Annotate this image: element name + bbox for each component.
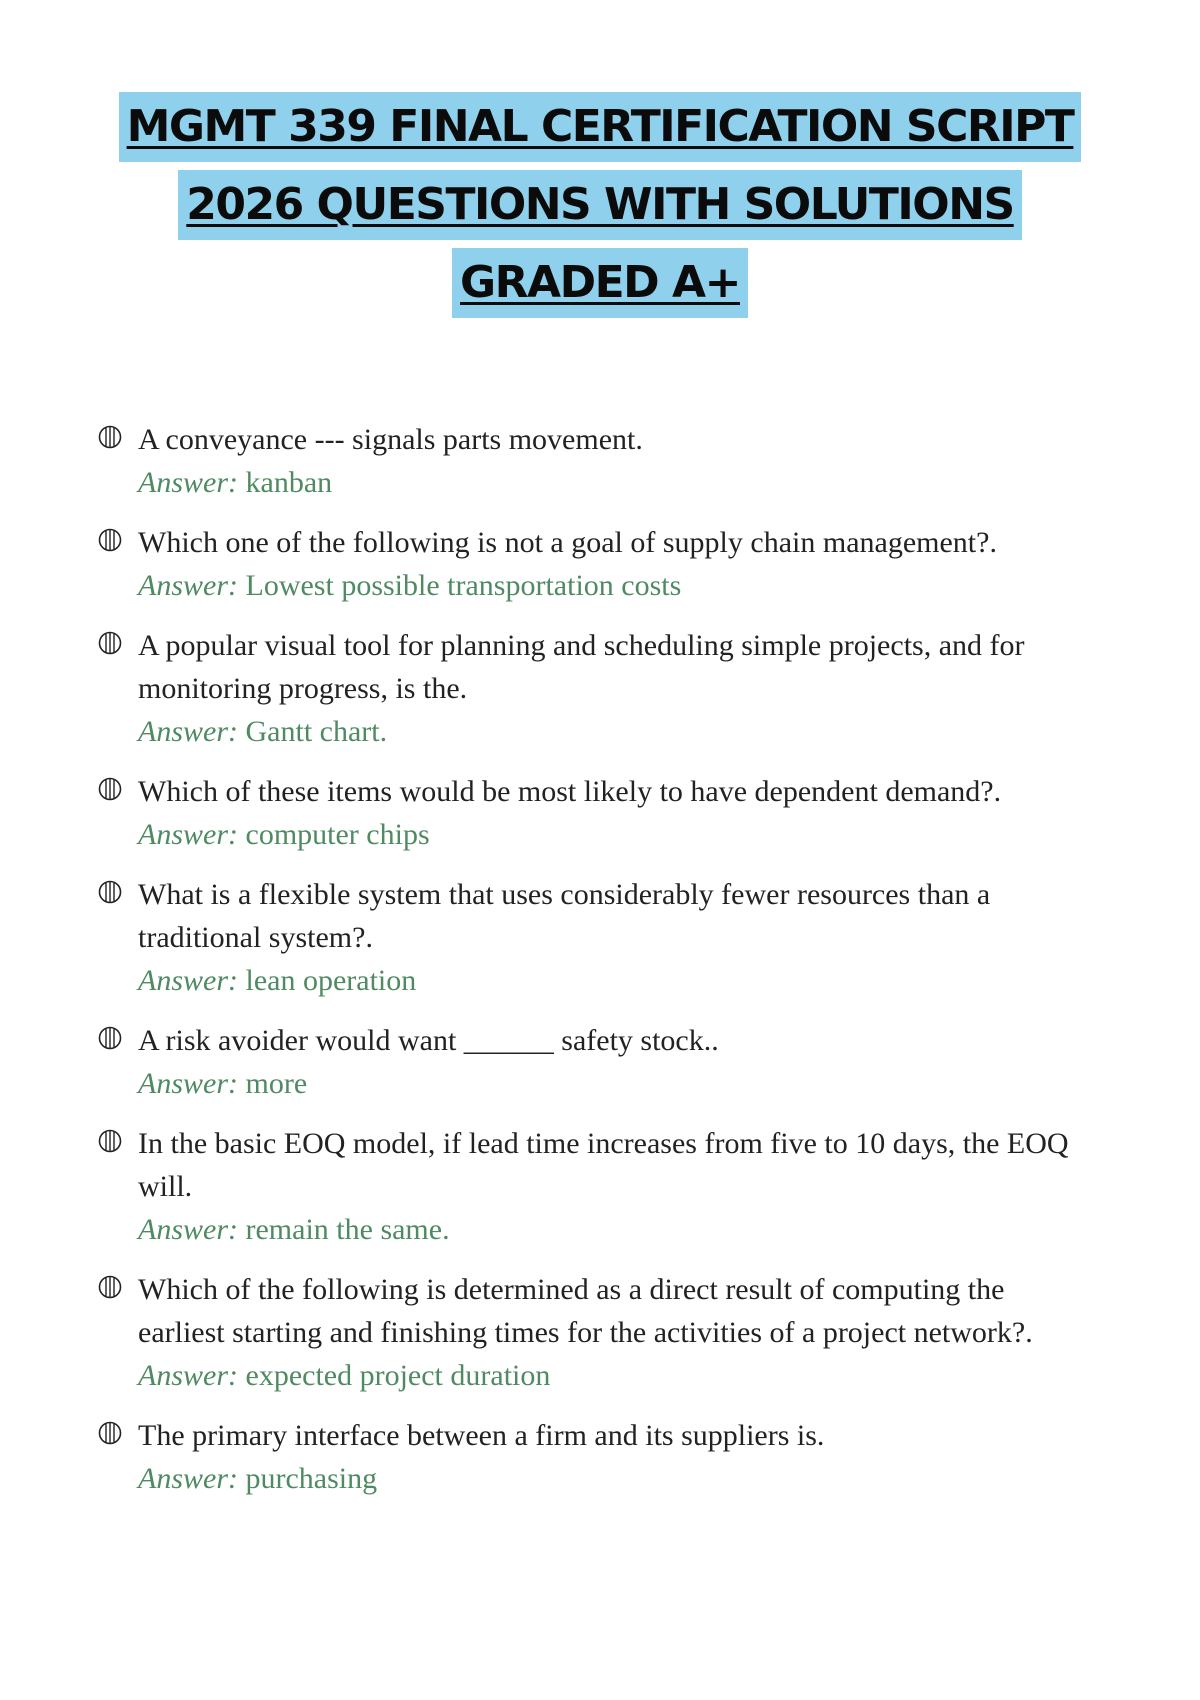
question-text: Which of these items would be most likely to have dependent demand?. <box>138 775 1002 808</box>
question-text: A popular visual tool for planning and scheduling simple projects, and for monitoring progress, is the. <box>138 629 1025 705</box>
answer-line <box>138 1354 1098 1397</box>
question-text: Which one of the following is not a goal of supply chain management?. <box>138 526 997 559</box>
answer-prefix: Answer: <box>138 466 238 499</box>
question-text: A conveyance --- signals parts movement. <box>138 423 643 456</box>
striped-circle-bullet-icon <box>98 425 122 449</box>
answer-text: computer chips <box>245 818 430 851</box>
qa-item <box>98 521 1098 607</box>
question-text: Which of the following is determined as a direct result of computing the earliest starting and finishing times for the activities of a project network?. <box>138 1273 1033 1349</box>
answer-text: kanban <box>245 466 333 499</box>
answer-line <box>138 1208 1098 1251</box>
striped-circle-bullet-icon <box>98 880 122 904</box>
answer-line <box>138 959 1098 1002</box>
answer-prefix: Answer: <box>138 964 238 997</box>
question-text: A risk avoider would want ______ safety stock.. <box>138 1024 719 1057</box>
question-text: In the basic EOQ model, if lead time increases from five to 10 days, the EOQ will. <box>138 1127 1069 1203</box>
answer-text: Lowest possible transportation costs <box>245 569 682 602</box>
answer-line <box>138 813 1098 856</box>
striped-circle-bullet-icon <box>98 777 122 801</box>
answer-text: purchasing <box>245 1462 378 1495</box>
qa-item <box>98 770 1098 856</box>
striped-circle-bullet-icon <box>98 631 122 655</box>
title-line-3: GRADED A+ <box>452 248 748 318</box>
title-line-1: MGMT 339 FINAL CERTIFICATION SCRIPT <box>119 92 1082 162</box>
answer-text: Gantt chart. <box>245 715 388 748</box>
striped-circle-bullet-icon <box>98 1026 122 1050</box>
answer-text: expected project duration <box>245 1359 551 1392</box>
question-text: The primary interface between a firm and its suppliers is. <box>138 1419 825 1452</box>
answer-text: more <box>245 1067 308 1100</box>
qa-item <box>98 1019 1098 1105</box>
answer-line <box>138 564 1098 607</box>
answer-prefix: Answer: <box>138 715 238 748</box>
striped-circle-bullet-icon <box>98 1129 122 1153</box>
qa-item <box>98 1414 1098 1500</box>
answer-prefix: Answer: <box>138 818 238 851</box>
answer-prefix: Answer: <box>138 1462 238 1495</box>
answer-line <box>138 1062 1098 1105</box>
document-title <box>0 92 1200 326</box>
qa-item <box>98 873 1098 1002</box>
striped-circle-bullet-icon <box>98 1421 122 1445</box>
answer-prefix: Answer: <box>138 1213 238 1246</box>
question-text: What is a flexible system that uses considerably fewer resources than a traditional system?. <box>138 878 991 954</box>
answer-line <box>138 710 1098 753</box>
answer-prefix: Answer: <box>138 1359 238 1392</box>
striped-circle-bullet-icon <box>98 528 122 552</box>
striped-circle-bullet-icon <box>98 1275 122 1299</box>
qa-item <box>98 418 1098 504</box>
qa-item <box>98 1268 1098 1397</box>
title-line-2: 2026 QUESTIONS WITH SOLUTIONS <box>178 170 1021 240</box>
answer-text: remain the same. <box>245 1213 450 1246</box>
question-list <box>98 418 1098 1517</box>
qa-item <box>98 1122 1098 1251</box>
answer-line <box>138 461 1098 504</box>
answer-prefix: Answer: <box>138 1067 238 1100</box>
qa-item <box>98 624 1098 753</box>
answer-prefix: Answer: <box>138 569 238 602</box>
answer-line <box>138 1457 1098 1500</box>
answer-text: lean operation <box>245 964 417 997</box>
